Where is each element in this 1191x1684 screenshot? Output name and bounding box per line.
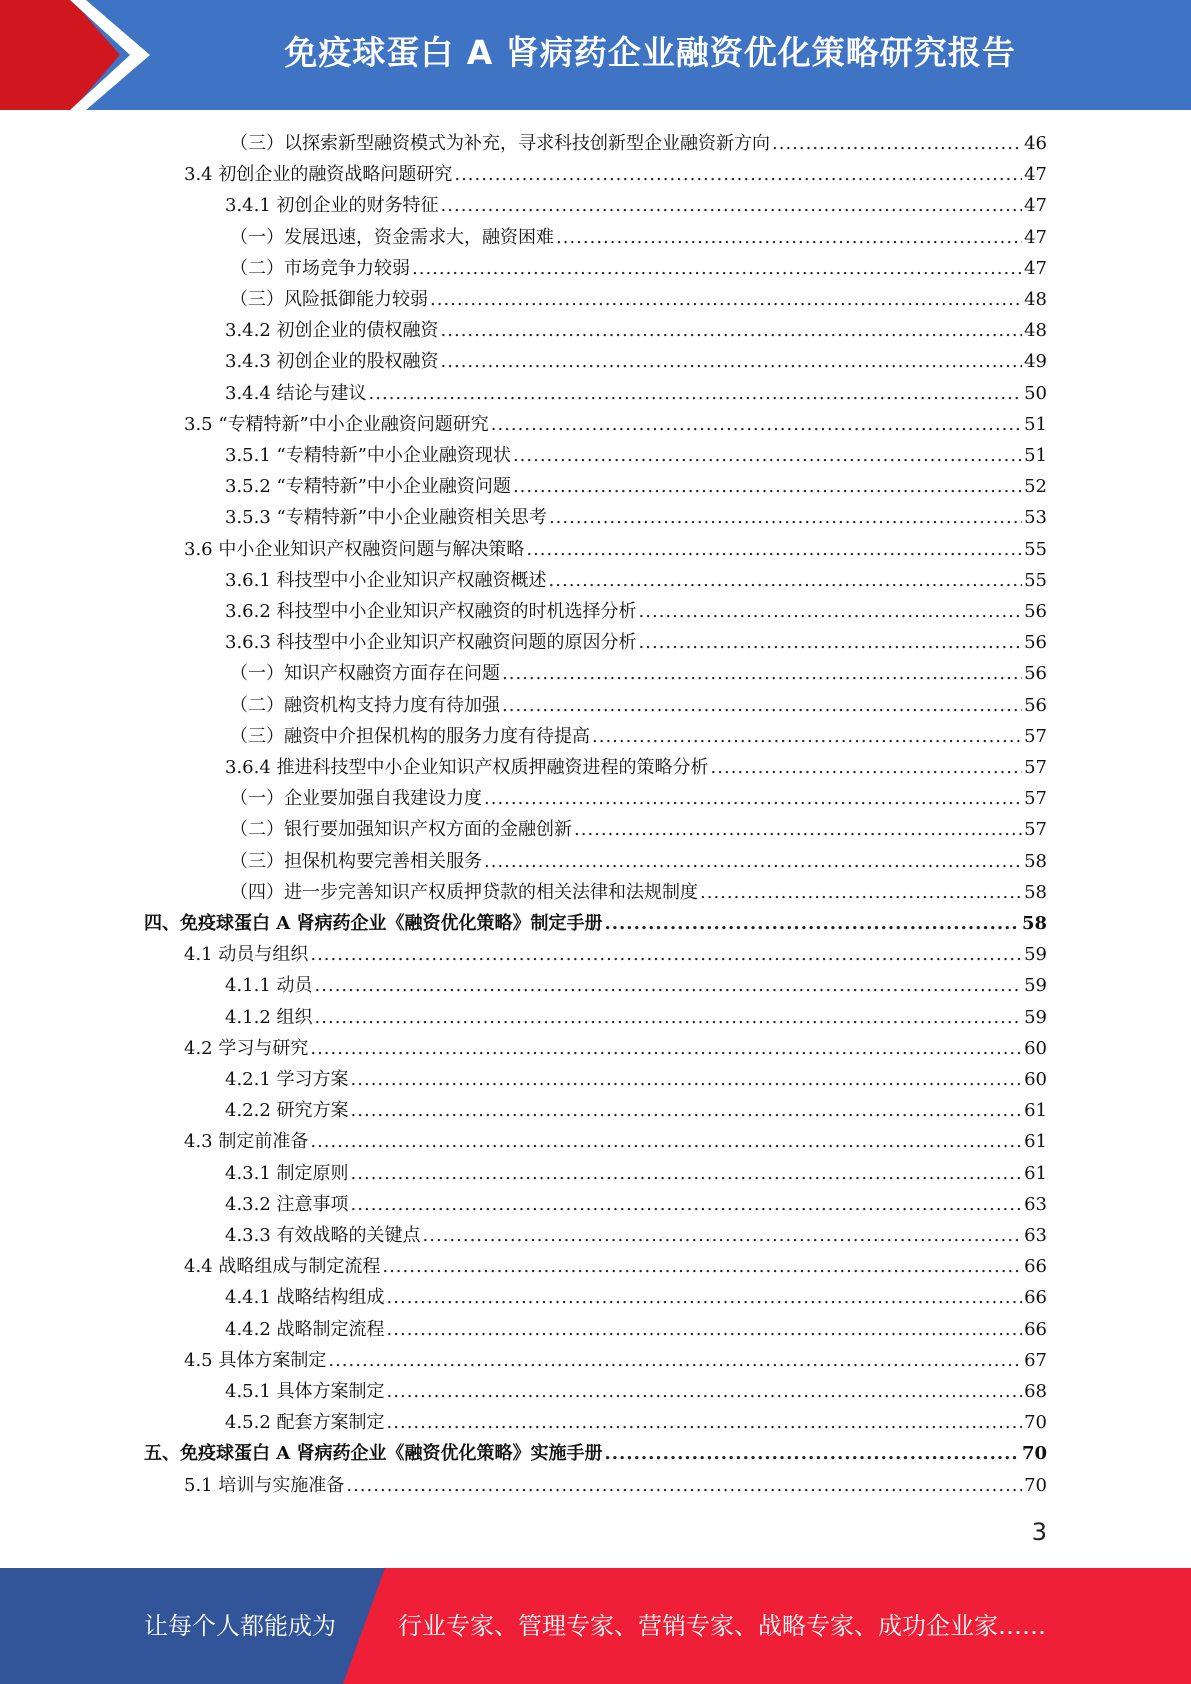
toc-entry-page: 52: [1024, 476, 1047, 498]
toc-entry-page: 51: [1024, 445, 1047, 466]
toc-entry-page: 56: [1024, 601, 1047, 622]
page-number: 3: [1031, 1518, 1047, 1546]
toc-entry-page: 48: [1024, 320, 1047, 342]
toc-leader-dots: [430, 284, 1022, 315]
toc-entry-page: 66: [1024, 1318, 1047, 1340]
toc-entry-title: 3.4.3 初创企业的股权融资: [225, 351, 439, 373]
toc-entry[interactable]: [184, 1251, 1047, 1282]
toc-entry-page: 67: [1024, 1349, 1047, 1371]
toc-entry[interactable]: [225, 1189, 1047, 1220]
toc-entry-title: （三）风险抵御能力较弱: [230, 289, 428, 310]
toc-leader-dots: [639, 596, 1023, 627]
toc-entry-page: 50: [1024, 382, 1047, 404]
toc-leader-dots: [711, 752, 1023, 783]
toc-entry-page: 48: [1024, 289, 1047, 310]
toc-entry-title: 4.5.2 配套方案制定: [225, 1412, 385, 1434]
toc-entry-title: 3.6.1 科技型中小企业知识产权融资概述: [225, 569, 547, 591]
toc-entry-page: 58: [1024, 850, 1047, 872]
toc-entry[interactable]: [184, 534, 1047, 565]
toc-entry[interactable]: [184, 1345, 1047, 1376]
page-footer: [0, 1568, 1191, 1684]
toc-entry-page: 63: [1024, 1225, 1047, 1246]
toc-entry-page: 70: [1024, 1474, 1047, 1496]
toc-entry-title: 3.6.2 科技型中小企业知识产权融资的时机选择分析: [225, 601, 637, 622]
toc-entry[interactable]: [225, 1314, 1047, 1345]
toc-entry-page: 57: [1024, 819, 1047, 841]
toc-leader-dots: [513, 471, 1022, 502]
toc-leader-dots: [441, 315, 1023, 346]
toc-entry[interactable]: [184, 1033, 1047, 1064]
toc-entry-title: （三）担保机构要完善相关服务: [230, 850, 482, 872]
toc-entry-title: 3.4.2 初创企业的债权融资: [225, 320, 439, 342]
toc-leader-dots: [423, 1220, 1023, 1251]
page-header: [0, 0, 1191, 110]
toc-entry-title: 五、免疫球蛋白 A 肾病药企业《融资优化策略》实施手册: [144, 1443, 603, 1465]
toc-entry-title: （二）银行要加强知识产权方面的金融创新: [230, 819, 572, 841]
toc-entry[interactable]: [225, 970, 1047, 1001]
toc-entry[interactable]: [225, 502, 1047, 533]
toc-entry-page: 61: [1024, 1100, 1047, 1122]
toc-entry[interactable]: [225, 1220, 1047, 1251]
toc-entry-title: 4.4.2 战略制定流程: [225, 1318, 385, 1340]
toc-entry-page: 66: [1024, 1287, 1047, 1309]
toc-entry-page: 61: [1024, 1162, 1047, 1184]
toc-entry[interactable]: [184, 1470, 1047, 1501]
toc-leader-dots: [513, 440, 1022, 471]
toc-entry[interactable]: [225, 596, 1047, 627]
toc-entry-title: 5.1 培训与实施准备: [184, 1474, 345, 1496]
toc-leader-dots: [310, 1033, 1022, 1064]
toc-entry-page: 56: [1024, 632, 1047, 654]
toc-entry[interactable]: [225, 1064, 1047, 1095]
toc-entry-title: （一）企业要加强自我建设力度: [230, 788, 482, 810]
toc-leader-dots: [328, 1345, 1022, 1376]
toc-entry-title: 4.4 战略组成与制定流程: [184, 1256, 381, 1278]
toc-entry[interactable]: [230, 128, 1047, 159]
toc-entry[interactable]: [225, 315, 1047, 346]
toc-entry-title: 4.3.2 注意事项: [225, 1193, 349, 1215]
toc-entry[interactable]: [225, 1376, 1047, 1407]
toc-leader-dots: [369, 378, 1023, 409]
footer-slogan-right: 行业专家、管理专家、营销专家、战略专家、成功企业家……: [398, 1612, 1046, 1640]
toc-entry-page: 58: [1021, 913, 1047, 934]
toc-entry-title: 4.2 学习与研究: [184, 1037, 309, 1059]
toc-entry-title: 4.5 具体方案制定: [184, 1349, 327, 1371]
toc-entry[interactable]: [144, 908, 1047, 939]
toc-entry-title: （四）进一步完善知识产权质押贷款的相关法律和法规制度: [230, 881, 698, 903]
toc-leader-dots: [526, 534, 1022, 565]
toc-entry-page: 51: [1024, 413, 1047, 435]
toc-leader-dots: [700, 877, 1022, 908]
toc-entry-title: 4.3.1 制定原则: [225, 1162, 349, 1184]
toc-entry[interactable]: [144, 1438, 1047, 1469]
toc-entry-title: 4.2.1 学习方案: [225, 1069, 349, 1090]
toc-entry[interactable]: [225, 1282, 1047, 1313]
toc-entry-title: 四、免疫球蛋白 A 肾病药企业《融资优化策略》制定手册: [144, 913, 603, 934]
toc-entry[interactable]: [225, 565, 1047, 596]
toc-entry[interactable]: [230, 877, 1047, 908]
toc-leader-dots: [605, 908, 1020, 939]
toc-leader-dots: [412, 253, 1022, 284]
toc-entry-page: 57: [1024, 725, 1047, 747]
toc-leader-dots: [351, 1095, 1023, 1126]
toc-leader-dots: [556, 222, 1022, 253]
toc-leader-dots: [484, 846, 1022, 877]
toc-entry-title: 3.6 中小企业知识产权融资问题与解决策略: [184, 538, 525, 560]
toc-leader-dots: [772, 128, 1022, 159]
toc-entry[interactable]: [230, 253, 1047, 284]
toc-entry-title: （二）融资机构支持力度有待加强: [230, 694, 500, 716]
toc-entry-title: 4.1.1 动员: [225, 975, 313, 997]
toc-leader-dots: [549, 502, 1022, 533]
toc-entry-title: （二）市场竞争力较弱: [230, 257, 410, 279]
toc-entry[interactable]: [225, 1158, 1047, 1189]
toc-entry-page: 63: [1024, 1193, 1047, 1215]
toc-entry[interactable]: [225, 752, 1047, 783]
toc-leader-dots: [549, 565, 1023, 596]
toc-entry[interactable]: [230, 222, 1047, 253]
toc-entry-title: （三）以探索新型融资模式为补充，寻求科技创新型企业融资新方向: [230, 133, 770, 154]
toc-entry-title: 4.3 制定前准备: [184, 1131, 309, 1153]
toc-entry-title: 3.5 “专精特新”中小企业融资问题研究: [184, 413, 489, 435]
toc-entry-page: 57: [1024, 757, 1047, 778]
toc-entry[interactable]: [184, 159, 1047, 190]
toc-entry[interactable]: [230, 721, 1047, 752]
toc-entry-title: （一）发展迅速，资金需求大，融资困难: [230, 226, 554, 248]
toc-leader-dots: [639, 627, 1023, 658]
toc-leader-dots: [382, 1251, 1022, 1282]
toc-entry-page: 47: [1024, 226, 1047, 248]
toc-leader-dots: [387, 1376, 1023, 1407]
toc-entry-page: 59: [1024, 975, 1047, 997]
toc-entry-title: 3.4 初创企业的融资战略问题研究: [184, 164, 453, 186]
toc-leader-dots: [387, 1314, 1023, 1345]
toc-entry[interactable]: [225, 346, 1047, 377]
toc-entry-page: 66: [1024, 1256, 1047, 1278]
toc-leader-dots: [310, 1126, 1022, 1157]
toc-leader-dots: [351, 1189, 1023, 1220]
toc-leader-dots: [502, 690, 1022, 721]
toc-entry-page: 46: [1024, 133, 1047, 154]
toc-entry-page: 61: [1024, 1131, 1047, 1153]
toc-leader-dots: [387, 1407, 1023, 1438]
toc-entry[interactable]: [184, 409, 1047, 440]
toc-entry-title: 3.6.3 科技型中小企业知识产权融资问题的原因分析: [225, 632, 637, 654]
toc-entry-title: 3.6.4 推进科技型中小企业知识产权质押融资进程的策略分析: [225, 757, 709, 778]
toc-leader-dots: [441, 346, 1023, 377]
toc-entry-page: 55: [1024, 538, 1047, 560]
toc-entry-page: 60: [1024, 1037, 1047, 1059]
toc-entry-title: 4.5.1 具体方案制定: [225, 1381, 385, 1402]
toc-entry[interactable]: [230, 846, 1047, 877]
toc-entry[interactable]: [184, 939, 1047, 970]
toc-entry-page: 70: [1024, 1412, 1047, 1434]
toc-leader-dots: [592, 721, 1022, 752]
toc-entry-title: 4.3.3 有效战略的关键点: [225, 1225, 421, 1246]
toc-entry[interactable]: [225, 378, 1047, 409]
toc-leader-dots: [387, 1282, 1023, 1313]
footer-slogan-left: 让每个人都能成为: [144, 1612, 336, 1640]
toc-entry[interactable]: [230, 690, 1047, 721]
toc-leader-dots: [502, 658, 1022, 689]
toc-leader-dots: [310, 939, 1022, 970]
toc-entry-title: 3.5.1 “专精特新”中小企业融资现状: [225, 445, 511, 466]
toc-entry-page: 47: [1024, 195, 1047, 217]
toc-leader-dots: [351, 1158, 1023, 1189]
toc-leader-dots: [491, 409, 1022, 440]
toc-leader-dots: [574, 814, 1022, 845]
toc-entry-page: 47: [1024, 257, 1047, 279]
toc-entry-title: 3.4.4 结论与建议: [225, 382, 367, 404]
toc-entry-title: 4.1.2 组织: [225, 1006, 313, 1028]
toc-entry[interactable]: [225, 471, 1047, 502]
toc-leader-dots: [484, 783, 1022, 814]
toc-leader-dots: [346, 1470, 1022, 1501]
toc-entry-page: 49: [1024, 351, 1047, 373]
toc-entry-page: 59: [1024, 944, 1047, 966]
toc-entry[interactable]: [225, 440, 1047, 471]
toc-entry[interactable]: [225, 190, 1047, 221]
toc-entry-title: 3.5.3 “专精特新”中小企业融资相关思考: [225, 507, 547, 529]
toc-entry-title: （三）融资中介担保机构的服务力度有待提高: [230, 725, 590, 747]
toc-entry-title: （一）知识产权融资方面存在问题: [230, 663, 500, 685]
toc-entry-title: 4.1 动员与组织: [184, 944, 309, 966]
toc-entry-page: 70: [1021, 1443, 1047, 1465]
toc-entry-page: 53: [1024, 507, 1047, 529]
toc-leader-dots: [315, 1002, 1023, 1033]
toc-entry-title: 3.5.2 “专精特新”中小企业融资问题: [225, 476, 511, 498]
document-title: 免疫球蛋白 A 肾病药企业融资优化策略研究报告: [284, 33, 1016, 72]
toc-entry-title: 4.4.1 战略结构组成: [225, 1287, 385, 1309]
toc-entry-page: 47: [1024, 164, 1047, 186]
toc-entry[interactable]: [230, 658, 1047, 689]
toc-entry[interactable]: [230, 814, 1047, 845]
toc-leader-dots: [315, 970, 1023, 1001]
toc-entry-page: 58: [1024, 881, 1047, 903]
toc-leader-dots: [441, 190, 1023, 221]
toc-entry[interactable]: [225, 1407, 1047, 1438]
toc-entry-title: 3.4.1 初创企业的财务特征: [225, 195, 439, 217]
toc-entry[interactable]: [225, 1095, 1047, 1126]
toc-entry-page: 60: [1024, 1069, 1047, 1090]
toc-entry-page: 56: [1024, 694, 1047, 716]
toc-entry[interactable]: [225, 627, 1047, 658]
toc-entry-page: 57: [1024, 788, 1047, 810]
toc-leader-dots: [454, 159, 1022, 190]
toc-entry-page: 55: [1024, 569, 1047, 591]
toc-entry[interactable]: [230, 783, 1047, 814]
toc-entry-title: 4.2.2 研究方案: [225, 1100, 349, 1122]
toc-leader-dots: [351, 1064, 1023, 1095]
toc-leader-dots: [605, 1438, 1020, 1469]
toc-entry[interactable]: [225, 1002, 1047, 1033]
toc-entry-page: 59: [1024, 1006, 1047, 1028]
toc-entry[interactable]: [184, 1126, 1047, 1157]
toc-entry-page: 56: [1024, 663, 1047, 685]
toc-entry-page: 68: [1024, 1381, 1047, 1402]
toc-entry[interactable]: [230, 284, 1047, 315]
